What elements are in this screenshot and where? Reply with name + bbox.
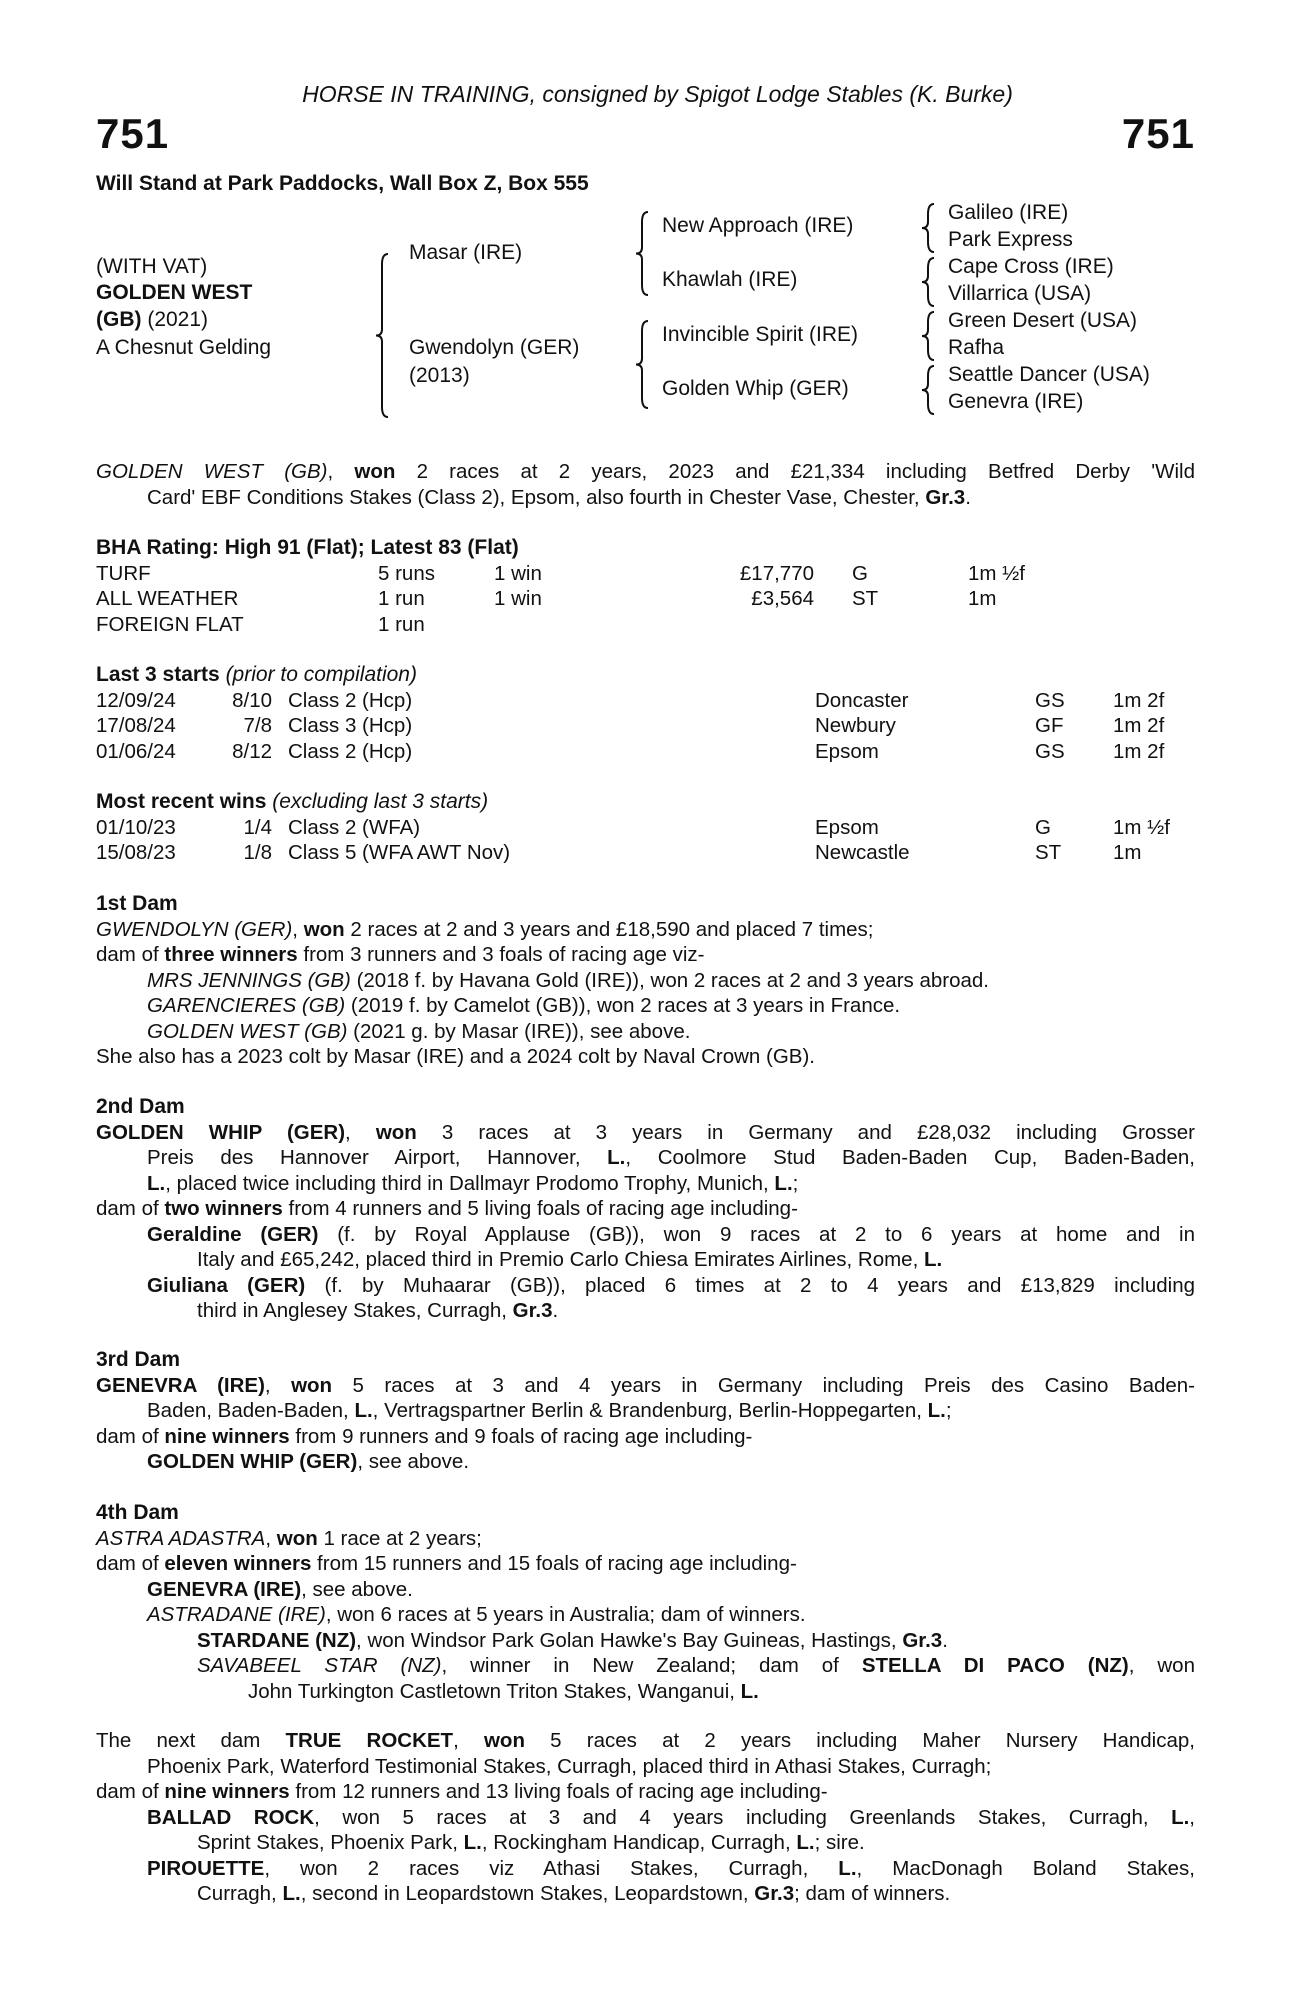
cell-going: GF	[1035, 714, 1064, 737]
text-segment: won	[375, 1120, 417, 1144]
text-line	[96, 942, 1195, 968]
brace-icon	[376, 254, 388, 417]
text-line	[96, 1628, 1195, 1654]
text-segment: won	[291, 1373, 333, 1397]
text-line	[96, 1602, 1195, 1628]
text-segment: , won	[1128, 1654, 1195, 1677]
horse-name-year: (GB) (2021)	[96, 308, 209, 331]
cell-prize: £17,770	[739, 561, 814, 585]
text-segment: , second in Leopardstown Stakes, Leopardstown,	[300, 1882, 755, 1905]
text-segment: L.	[463, 1831, 482, 1854]
text-line	[96, 1398, 1195, 1424]
text-segment: ,	[1189, 1805, 1195, 1829]
cell-distance: 1m ½f	[1113, 815, 1170, 839]
text-segment: ,	[292, 917, 304, 941]
text-segment: L.	[923, 1248, 943, 1271]
cell-distance: 1m 2f	[1113, 739, 1165, 763]
table-row	[96, 815, 1195, 841]
text-segment: third in Anglesey Stakes, Curragh,	[197, 1299, 513, 1322]
bha-rating-section	[96, 535, 1195, 637]
text-segment: dam of	[96, 1197, 165, 1220]
text-segment: eleven winners	[164, 1552, 312, 1575]
cell-pos: 1/4	[243, 815, 272, 839]
table-row	[96, 612, 1195, 638]
text-segment: , Rockingham Handicap, Curragh,	[481, 1831, 797, 1854]
horse-vat: (WITH VAT)	[96, 255, 208, 278]
cell-date: 15/08/23	[96, 841, 176, 864]
last-starts-title: Last 3 starts (prior to compilation)	[96, 663, 417, 686]
next-dam-section	[96, 1728, 1195, 1907]
ancestor: Cape Cross (IRE)	[948, 255, 1114, 278]
text-segment: , winner in New Zealand; dam of	[441, 1654, 862, 1677]
cell-going: GS	[1035, 688, 1065, 712]
text-line	[96, 459, 1195, 485]
text-segment: two winners	[164, 1197, 283, 1220]
text-segment: L.	[927, 1399, 946, 1422]
text-segment: from 4 runners and 5 living foals of racing age including-	[282, 1197, 798, 1220]
text-segment: 2 races at 2 and 3 years and £18,590 and placed 7 times;	[344, 917, 874, 941]
dam-dam: Golden Whip (GER)	[662, 377, 849, 400]
text-segment: (f. by Royal Applause (GB)), won 9 races at 2 to 6 years at home and in	[318, 1222, 1195, 1246]
text-line	[96, 1551, 1195, 1577]
text-segment: GENEVRA (IRE)	[147, 1577, 302, 1601]
text-segment: ASTRA ADASTRA	[96, 1526, 266, 1550]
cell-wins: 1 win	[494, 587, 542, 610]
text-segment: (2018 f. by Havana Gold (IRE)), won 2 races at 2 and 3 years abroad.	[350, 968, 989, 992]
text-segment: won	[483, 1729, 525, 1752]
text-segment: , see above.	[301, 1577, 413, 1601]
text-line	[96, 917, 1195, 943]
text-segment: ,	[345, 1120, 376, 1144]
text-segment: .	[942, 1628, 948, 1652]
text-line	[96, 1526, 1195, 1552]
text-segment: .	[965, 485, 971, 509]
cell-going: GS	[1035, 739, 1065, 763]
text-line	[96, 1019, 1195, 1045]
last-starts-section	[96, 662, 1195, 764]
text-segment: dam of	[96, 1424, 165, 1448]
text-segment: dam of	[96, 1780, 165, 1803]
text-segment: L.	[354, 1399, 373, 1422]
cell-course: Newcastle	[815, 841, 910, 864]
text-segment: TRUE ROCKET	[285, 1729, 454, 1752]
text-line	[96, 1044, 1195, 1070]
text-segment: Sprint Stakes, Phoenix Park,	[197, 1831, 464, 1854]
text-segment: She also has a 2023 colt by Masar (IRE) and a 2024 colt by Naval Crown (GB).	[96, 1045, 815, 1068]
cell-surface: ALL WEATHER	[96, 587, 239, 610]
cell-pos: 7/8	[243, 714, 272, 737]
text-segment: ; dam of winners.	[794, 1882, 951, 1905]
text-segment: ,	[327, 460, 355, 483]
text-segment: MRS JENNINGS (GB)	[147, 968, 351, 992]
text-segment: ,	[453, 1729, 484, 1752]
text-line	[96, 1653, 1195, 1679]
text-segment: PIROUETTE	[147, 1856, 265, 1880]
text-line	[96, 1805, 1195, 1831]
text-segment: dam of	[96, 1552, 165, 1575]
text-segment: GOLDEN WEST (GB)	[96, 460, 328, 483]
text-segment: Gr.3	[754, 1882, 795, 1905]
cell-going: G	[1035, 815, 1051, 839]
text-segment: Italy and £65,242, placed third in Premio Carlo Chiesa Emirates Airlines, Rome,	[197, 1248, 924, 1271]
second-dam-section	[96, 1094, 1195, 1324]
race-record-summary	[96, 459, 1195, 510]
text-segment: John Turkington Castletown Triton Stakes, Wanganui,	[248, 1679, 741, 1703]
text-line	[96, 1830, 1195, 1856]
text-line	[96, 1449, 1195, 1475]
text-segment: .	[552, 1299, 559, 1322]
text-line	[96, 1577, 1195, 1603]
third-dam-section	[96, 1347, 1195, 1475]
cell-distance: 1m ½f	[968, 561, 1025, 585]
fourth-dam-section	[96, 1500, 1195, 1704]
text-line	[96, 1881, 1195, 1907]
cell-distance: 1m	[968, 587, 997, 610]
text-segment: STARDANE (NZ)	[197, 1628, 357, 1652]
text-segment: Card' EBF Conditions Stakes (Class 2), Epsom, also fourth in Chester Vase, Chester,	[147, 485, 926, 509]
cell-wins: 1 win	[494, 561, 542, 585]
catalogue-header: HORSE IN TRAINING, consigned by Spigot Lodge Stables (K. Burke)	[302, 81, 1013, 107]
text-segment: ASTRADANE (IRE)	[147, 1603, 326, 1626]
text-segment: GWENDOLYN (GER)	[96, 917, 293, 941]
text-segment: ,	[265, 1526, 277, 1550]
text-line	[96, 1856, 1195, 1882]
text-segment: L.	[838, 1856, 857, 1880]
sire-dam: Khawlah (IRE)	[662, 268, 798, 291]
text-line	[96, 1298, 1195, 1324]
text-segment: Phoenix Park, Waterford Testimonial Stakes, Curragh, placed third in Athasi Stakes, Curragh;	[147, 1754, 992, 1778]
text-segment: (2019 f. by Camelot (GB)), won 2 races at 3 years in France.	[345, 994, 901, 1017]
text-line	[96, 1373, 1195, 1399]
cell-surface: TURF	[96, 561, 151, 585]
dam: Gwendolyn (GER)	[409, 336, 580, 359]
text-segment: from 9 runners and 9 foals of racing age including-	[289, 1424, 753, 1448]
cell-pos: 8/10	[232, 688, 272, 712]
text-segment: ,	[264, 1373, 292, 1397]
text-line	[96, 993, 1195, 1019]
cell-pos: 8/12	[232, 739, 272, 763]
text-line	[96, 1754, 1195, 1780]
text-segment: GARENCIERES (GB)	[147, 994, 346, 1017]
cell-date: 01/06/24	[96, 739, 176, 763]
text-line	[96, 1273, 1195, 1299]
text-line	[96, 1728, 1195, 1754]
text-segment: , won 6 races at 5 years in Australia; dam of winners.	[325, 1603, 806, 1626]
text-segment: BALLAD ROCK	[147, 1805, 315, 1829]
text-segment: ; sire.	[814, 1831, 865, 1854]
text-segment: won	[276, 1526, 318, 1550]
text-line	[96, 1145, 1195, 1171]
text-line	[96, 1424, 1195, 1450]
cell-race: Class 2 (Hcp)	[288, 688, 413, 712]
table-row	[96, 713, 1195, 739]
text-segment: L.	[147, 1171, 166, 1195]
text-line	[96, 1222, 1195, 1248]
dam-sire: Invincible Spirit (IRE)	[662, 323, 859, 346]
ancestor: Green Desert (USA)	[948, 309, 1138, 332]
text-segment: three winners	[164, 943, 298, 966]
text-segment: ;	[945, 1399, 952, 1422]
ancestor: Villarrica (USA)	[948, 282, 1092, 305]
horse-name: GOLDEN WEST	[96, 281, 253, 304]
cell-surface: FOREIGN FLAT	[96, 612, 244, 636]
text-line	[96, 1247, 1195, 1273]
brace-icon	[922, 366, 934, 414]
brace-icon	[922, 312, 934, 360]
brace-icon	[636, 321, 648, 408]
text-segment: , placed twice including third in Dallmayr Prodomo Trophy, Munich,	[165, 1171, 775, 1195]
text-segment: 5 races at 3 and 4 years in Germany including Preis des Casino Baden-	[332, 1373, 1195, 1397]
text-segment: Geraldine (GER)	[147, 1222, 319, 1246]
recent-wins-title: Most recent wins (excluding last 3 starts)	[96, 790, 489, 813]
text-segment: from 15 runners and 15 foals of racing age including-	[311, 1552, 797, 1575]
text-segment: GOLDEN WHIP (GER)	[147, 1450, 358, 1473]
bha-rating-title: BHA Rating: High 91 (Flat); Latest 83 (Flat)	[96, 536, 519, 559]
ancestor: Seattle Dancer (USA)	[948, 363, 1150, 386]
cell-runs: 5 runs	[378, 561, 435, 585]
text-segment: Curragh,	[197, 1882, 283, 1905]
text-segment: from 12 runners and 13 living foals of racing age including-	[289, 1780, 828, 1803]
stabling-location: Will Stand at Park Paddocks, Wall Box Z, Box 555	[96, 172, 589, 195]
first-dam-section	[96, 891, 1195, 1070]
cell-pos: 1/8	[243, 841, 272, 864]
text-line	[96, 485, 1195, 511]
dam-heading: 1st Dam	[96, 892, 178, 915]
text-segment: won	[354, 460, 396, 483]
text-segment: Gr.3	[512, 1299, 553, 1322]
text-segment: , MacDonagh Boland Stakes,	[856, 1856, 1195, 1880]
cell-date: 01/10/23	[96, 815, 176, 839]
text-segment: The next dam	[96, 1729, 286, 1752]
cell-race: Class 5 (WFA AWT Nov)	[288, 841, 511, 864]
text-segment: Gr.3	[902, 1628, 943, 1652]
cell-race: Class 3 (Hcp)	[288, 714, 413, 737]
text-segment: nine winners	[164, 1424, 290, 1448]
cell-date: 12/09/24	[96, 688, 176, 712]
cell-race: Class 2 (Hcp)	[288, 739, 413, 763]
text-segment: L.	[607, 1146, 626, 1169]
cell-going: ST	[852, 587, 879, 610]
text-segment: GOLDEN WEST (GB)	[147, 1019, 348, 1043]
dam-heading: 2nd Dam	[96, 1095, 185, 1118]
text-segment: won	[303, 917, 345, 941]
cell-runs: 1 run	[378, 587, 425, 610]
brace-icon	[922, 258, 934, 306]
cell-going: ST	[1035, 841, 1062, 864]
brace-icon	[636, 212, 648, 295]
ancestor: Park Express	[948, 228, 1073, 251]
text-segment: from 3 runners and 3 foals of racing age viz-	[297, 943, 705, 966]
sire-sire: New Approach (IRE)	[662, 214, 854, 237]
table-row	[96, 739, 1195, 765]
text-segment: STELLA DI PACO (NZ)	[861, 1654, 1129, 1677]
text-segment: , Vertragspartner Berlin & Brandenburg, Berlin-Hoppegarten,	[372, 1399, 928, 1422]
table-row	[96, 586, 1195, 612]
text-segment: Baden, Baden-Baden,	[147, 1399, 355, 1422]
text-segment: L.	[740, 1679, 759, 1703]
ancestor: Genevra (IRE)	[948, 390, 1084, 413]
text-line	[96, 1779, 1195, 1805]
text-line	[96, 1171, 1195, 1197]
ancestor: Galileo (IRE)	[948, 201, 1069, 224]
horse-description: A Chesnut Gelding	[96, 336, 272, 359]
text-segment: , won 2 races viz Athasi Stakes, Curragh,	[264, 1856, 839, 1880]
brace-icon	[922, 204, 934, 252]
text-segment: Giuliana (GER)	[147, 1273, 306, 1297]
cell-course: Newbury	[815, 714, 896, 737]
lot-number-left: 751	[96, 110, 170, 157]
ancestor: Rafha	[948, 336, 1005, 359]
recent-wins-section	[96, 789, 1195, 866]
text-segment: , Coolmore Stud Baden-Baden Cup, Baden-Baden,	[625, 1146, 1195, 1169]
cell-course: Doncaster	[815, 688, 909, 712]
text-line	[96, 1120, 1195, 1146]
text-segment: nine winners	[164, 1780, 290, 1803]
dam-year: (2013)	[409, 364, 470, 387]
cell-course: Epsom	[815, 815, 879, 839]
cell-date: 17/08/24	[96, 714, 176, 737]
text-segment: , won 5 races at 3 and 4 years including Greenlands Stakes, Curragh,	[314, 1805, 1172, 1829]
cell-going: G	[852, 561, 868, 585]
text-line	[96, 968, 1195, 994]
text-line	[96, 1196, 1195, 1222]
cell-course: Epsom	[815, 739, 879, 763]
text-segment: GENEVRA (IRE)	[96, 1373, 265, 1397]
text-segment: (2021 g. by Masar (IRE)), see above.	[347, 1019, 691, 1043]
text-segment: 2 races at 2 years, 2023 and £21,334 including Betfred Derby 'Wild	[395, 460, 1195, 483]
text-segment: L.	[796, 1831, 815, 1854]
text-line	[96, 1679, 1195, 1705]
text-segment: GOLDEN WHIP (GER)	[96, 1120, 346, 1144]
text-segment: , see above.	[357, 1450, 470, 1473]
text-segment: L.	[774, 1171, 793, 1195]
text-segment: L.	[282, 1882, 301, 1905]
text-segment: (f. by Muhaarar (GB)), placed 6 times at 2 to 4 years and £13,829 including	[305, 1273, 1195, 1297]
lot-number-right: 751	[1121, 110, 1195, 157]
text-segment: 3 races at 3 years in Germany and £28,032 including Grosser	[416, 1120, 1195, 1144]
table-row	[96, 840, 1195, 866]
text-segment: ;	[792, 1171, 799, 1195]
cell-distance: 1m 2f	[1113, 688, 1165, 712]
dam-heading: 3rd Dam	[96, 1348, 181, 1371]
cell-distance: 1m 2f	[1113, 714, 1165, 737]
text-segment: Preis des Hannover Airport, Hannover,	[147, 1146, 608, 1169]
table-row	[96, 561, 1195, 587]
text-segment: SAVABEEL STAR (NZ)	[197, 1654, 442, 1677]
text-segment: dam of	[96, 943, 165, 966]
cell-runs: 1 run	[378, 612, 425, 636]
text-segment: 1 race at 2 years;	[317, 1526, 482, 1550]
cell-race: Class 2 (WFA)	[288, 815, 421, 839]
text-segment: 5 races at 2 years including Maher Nursery Handicap,	[524, 1729, 1195, 1752]
sire: Masar (IRE)	[409, 241, 523, 264]
text-segment: Gr.3	[925, 485, 966, 509]
text-segment: L.	[1171, 1805, 1190, 1829]
dam-heading: 4th Dam	[96, 1501, 179, 1524]
table-row	[96, 688, 1195, 714]
cell-distance: 1m	[1113, 841, 1142, 864]
text-segment: , won Windsor Park Golan Hawke's Bay Guineas, Hastings,	[356, 1628, 903, 1652]
cell-prize: £3,564	[751, 587, 814, 610]
